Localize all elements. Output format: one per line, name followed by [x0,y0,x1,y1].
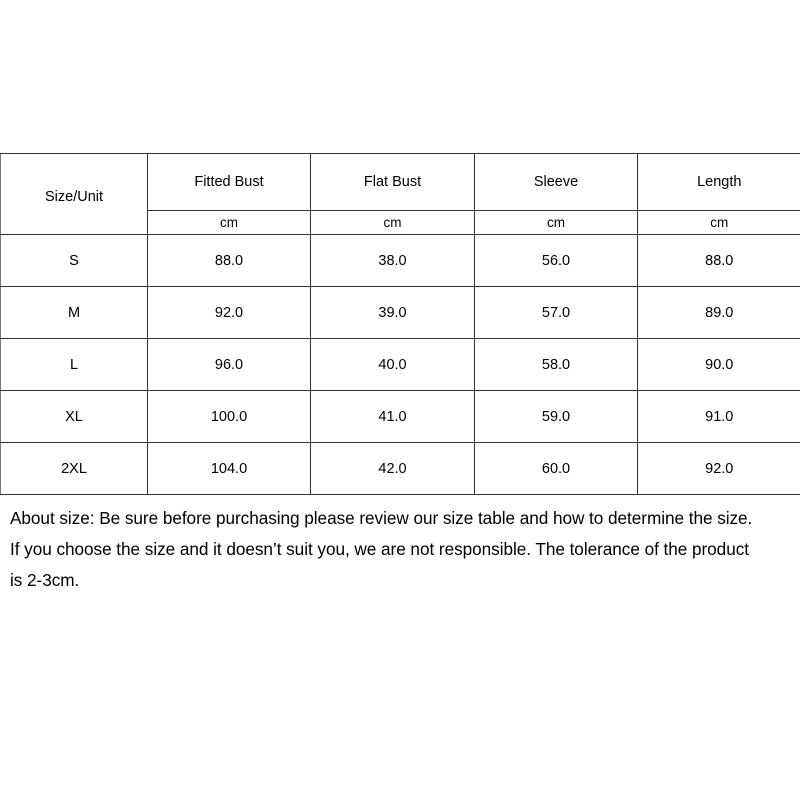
size-unit-header: Size/Unit [1,154,148,235]
measurement-cell: 40.0 [311,339,475,391]
column-header-sleeve: Sleeve [475,154,638,211]
measurement-cell: 58.0 [475,339,638,391]
notes-line: About size: Be sure before purchasing please review our size table and how to determine the size. [10,508,753,528]
size-label: L [1,339,148,391]
measurement-cell: 41.0 [311,391,475,443]
column-header-fitted-bust: Fitted Bust [148,154,311,211]
unit-cell: cm [148,211,311,235]
column-header-length: Length [638,154,800,211]
measurement-cell: 59.0 [475,391,638,443]
size-label: XL [1,391,148,443]
measurement-cell: 92.0 [148,287,311,339]
measurement-cell: 100.0 [148,391,311,443]
column-header-flat-bust: Flat Bust [311,154,475,211]
measurement-cell: 42.0 [311,443,475,495]
measurement-cell: 39.0 [311,287,475,339]
measurement-cell: 104.0 [148,443,311,495]
header-row [1,154,800,211]
size-chart-table [0,153,800,495]
measurement-cell: 92.0 [638,443,800,495]
measurement-cell: 60.0 [475,443,638,495]
table-row [1,391,800,443]
table-row [1,235,800,287]
measurement-cell: 56.0 [475,235,638,287]
measurement-cell: 57.0 [475,287,638,339]
measurement-cell: 89.0 [638,287,800,339]
notes-line: is 2-3cm. [10,570,80,590]
measurement-cell: 88.0 [148,235,311,287]
measurement-cell: 88.0 [638,235,800,287]
table-row [1,339,800,391]
measurement-cell: 90.0 [638,339,800,391]
unit-cell: cm [475,211,638,235]
size-label: S [1,235,148,287]
size-notes [10,503,800,596]
table-row [1,443,800,495]
size-label: M [1,287,148,339]
unit-cell: cm [638,211,800,235]
notes-line: If you choose the size and it doesn’t suit you, we are not responsible. The tolerance of the product [10,539,749,559]
size-label: 2XL [1,443,148,495]
measurement-cell: 96.0 [148,339,311,391]
unit-cell: cm [311,211,475,235]
measurement-cell: 91.0 [638,391,800,443]
table-row [1,287,800,339]
measurement-cell: 38.0 [311,235,475,287]
